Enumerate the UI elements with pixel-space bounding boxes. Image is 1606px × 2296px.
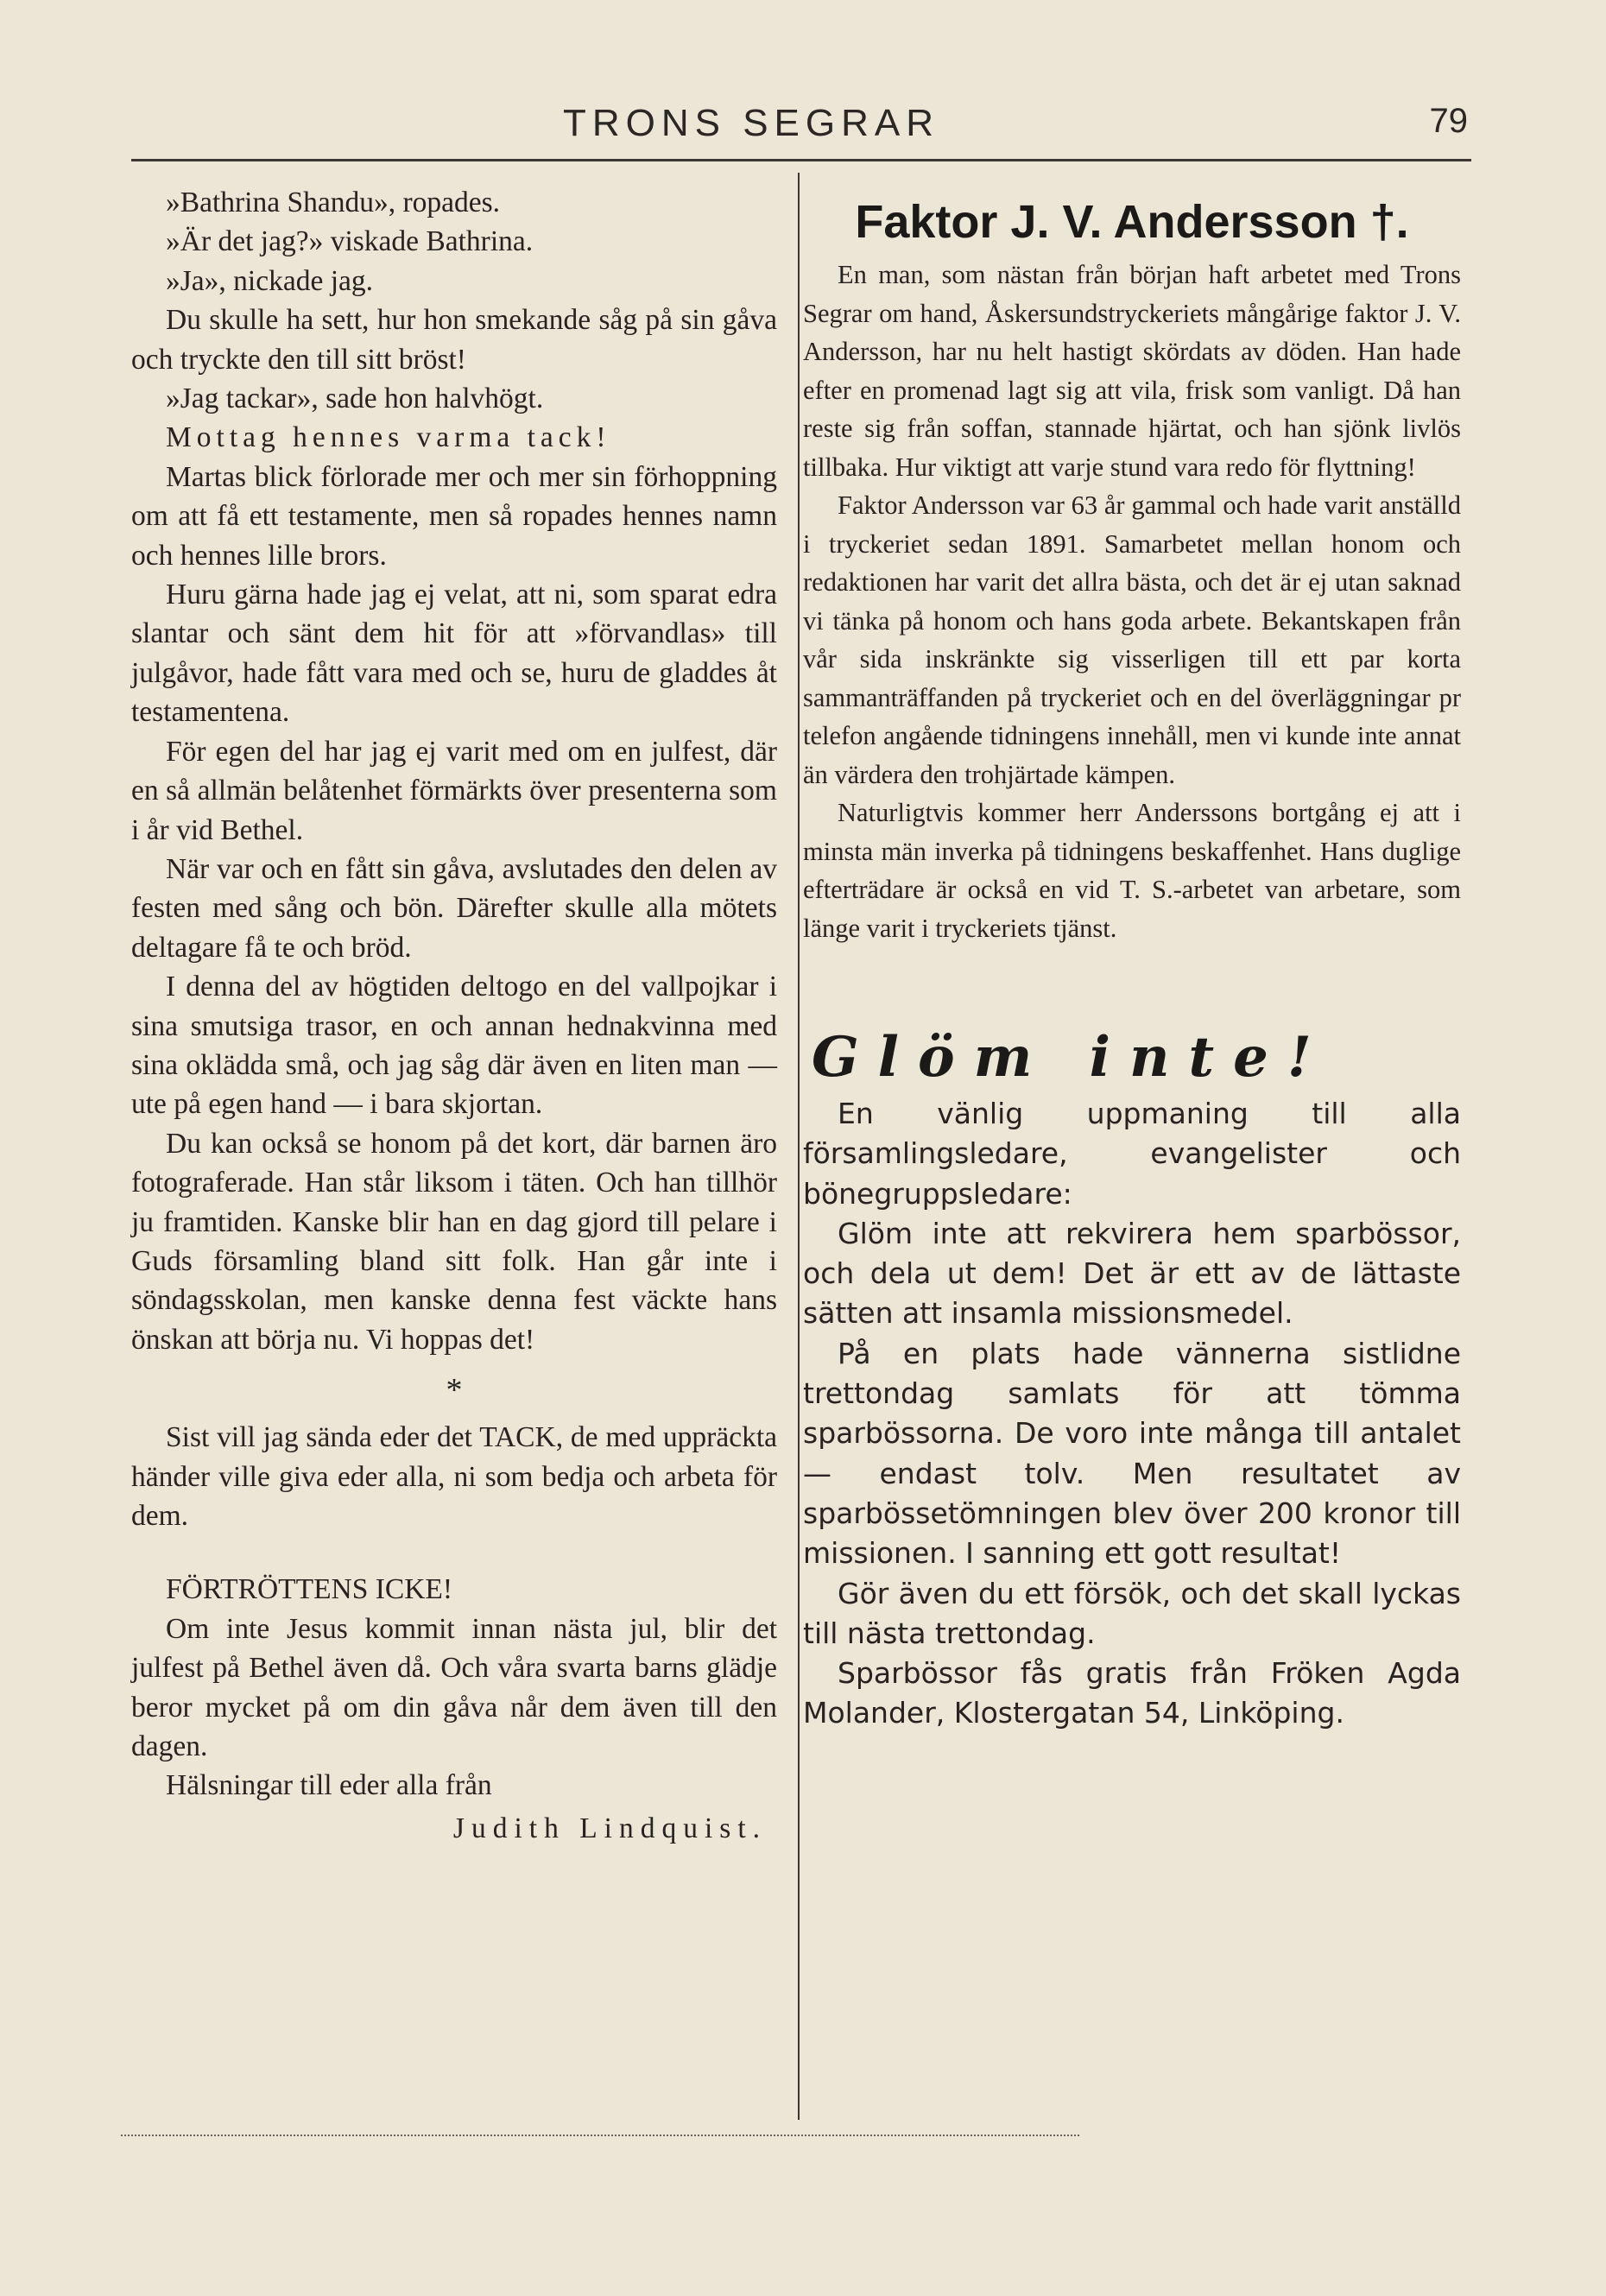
paragraph: Du skulle ha sett, hur hon smekande såg på sin gåva och tryckte den till sitt bröst!	[131, 304, 777, 376]
reminder-heading: Glöm inte!	[812, 1025, 1331, 1090]
reminder-paragraph: Gör även du ett försök, och det skall lyckas till nästa trettondag.	[803, 1576, 1461, 1650]
obituary-paragraph: En man, som nästan från början haft arbetet med Trons Segrar om hand, Åskersundstryckeriets mångårige faktor J. V. Andersson, har nu helt hastigt skördats av döden. Han hade efter en promenad lagt sig att vila, frisk som vanligt. Då han reste sig från soffan, stannade hjärtat, och han sjönk livlös tillbaka. Hur viktigt att varje stund vara redo för flyttning!	[803, 260, 1461, 482]
emphasized-paragraph: Mottag hennes varma tack!	[166, 421, 611, 454]
bottom-dotted-rule	[121, 2135, 1079, 2136]
running-header-title: TRONS SEGRAR	[562, 102, 940, 144]
paragraph: I denna del av högtiden deltogo en del vallpojkar i sina smutsiga trasor, en och annan hednakvinna med sina oklädda små, och jag såg där även en liten man — ute på egen hand — i bara skjortan.	[131, 971, 777, 1121]
signature: Judith Lindquist.	[452, 1812, 767, 1844]
obituary-paragraph: Faktor Andersson var 63 år gammal och hade varit anställd i tryckeriet sedan 1891. Samarbetet mellan honom och redaktionen har varit det allra bästa, och det är ej utan saknad vi tänka på honom och hans goda arbete. Bekantskapen från vår sida inskränkte sig visserligen till ett par korta sammanträffanden på tryckeriet och en del överläggningar pr telefon angående tidningens innehåll, men vi kunde inte annat än värdera den trohjärtade kämpen.	[803, 490, 1461, 789]
paragraph: För egen del har jag ej varit med om en julfest, där en så allmän belåtenhet förmärkts över presenterna som i år vid Bethel.	[131, 735, 777, 846]
reminder-paragraph: Sparbössor fås gratis från Fröken Agda Molander, Klostergatan 54, Linköping.	[803, 1656, 1461, 1730]
right-column	[803, 192, 1461, 1734]
closing-paragraph: Sist vill jag sända eder det TACK, de med uppräckta händer ville giva eder alla, ni som bedja och arbeta för dem.	[131, 1421, 777, 1532]
column-divider	[798, 173, 800, 2120]
paragraph: Du kan också se honom på det kort, där barnen äro fotograferade. Han står liksom i täten. Och han tillhör ju framtiden. Kanske blir han en dag gjord till pelare i Guds församling bland sitt folk. Han går inte i söndagsskolan, men kanske denna fest väckte hans önskan att börja nu. Vi hoppas det!	[131, 1127, 777, 1356]
page-number: 79	[1429, 102, 1468, 140]
reminder-paragraph: En vänlig uppmaning till alla församlingsledare, evangelister och bönegruppsledare:	[803, 1097, 1461, 1211]
paragraph: »Ja», nickade jag.	[166, 264, 373, 297]
paragraph: »Är det jag?» viskade Bathrina.	[166, 225, 534, 258]
obituary-heading: Faktor J. V. Andersson †.	[855, 196, 1409, 248]
closing-paragraph: Om inte Jesus kommit innan nästa jul, blir det julfest på Bethel även då. Och våra svarta barns glädje beror mycket på om din gåva når dem även till den dagen.	[131, 1612, 777, 1763]
reminder-paragraph: Glöm inte att rekvirera hem sparbössor, och dela ut dem! Det är ett av de lättaste sätten att insamla missionsmedel.	[803, 1216, 1461, 1331]
paragraph: »Bathrina Shandu», ropades.	[166, 187, 501, 218]
paragraph: Huru gärna hade jag ej velat, att ni, som sparat edra slantar och sänt dem hit för att »förvandlas» till julgåvor, hade fått vara med och se, huru de gladdes åt testamentena.	[131, 579, 777, 729]
section-separator: *	[446, 1372, 463, 1409]
obituary-paragraph: Naturligtvis kommer herr Anderssons bortgång ej att i minsta män inverka på tidningens beskaffenhet. Hans duglige efterträdare är också en vid T. S.-arbetet van arbetare, som länge varit i tryckeriets tjänst.	[803, 798, 1461, 943]
left-column	[131, 183, 777, 1848]
paragraph: Martas blick förlorade mer och mer sin förhoppning om att få ett testamente, men så ropades hennes namn och hennes lille brors.	[131, 460, 777, 572]
paragraph: »Jag tackar», sade hon halvhögt.	[166, 383, 544, 415]
closing-heading: FÖRTRÖTTENS ICKE!	[166, 1573, 453, 1606]
paragraph: När var och en fått sin gåva, avslutades den delen av festen med sång och bön. Därefter skulle alla mötets deltagare få te och bröd.	[131, 852, 777, 964]
header-rule	[131, 159, 1471, 161]
closing-paragraph: Hälsningar till eder alla från	[166, 1769, 492, 1802]
reminder-paragraph: På en plats hade vännerna sistlidne trettondag samlats för att tömma sparbössorna. De voro inte många till antalet — endast tolv. Men resultatet av sparbössetömningen blev över 200 kronor till missionen. I sanning ett gott resultat!	[803, 1336, 1461, 1571]
